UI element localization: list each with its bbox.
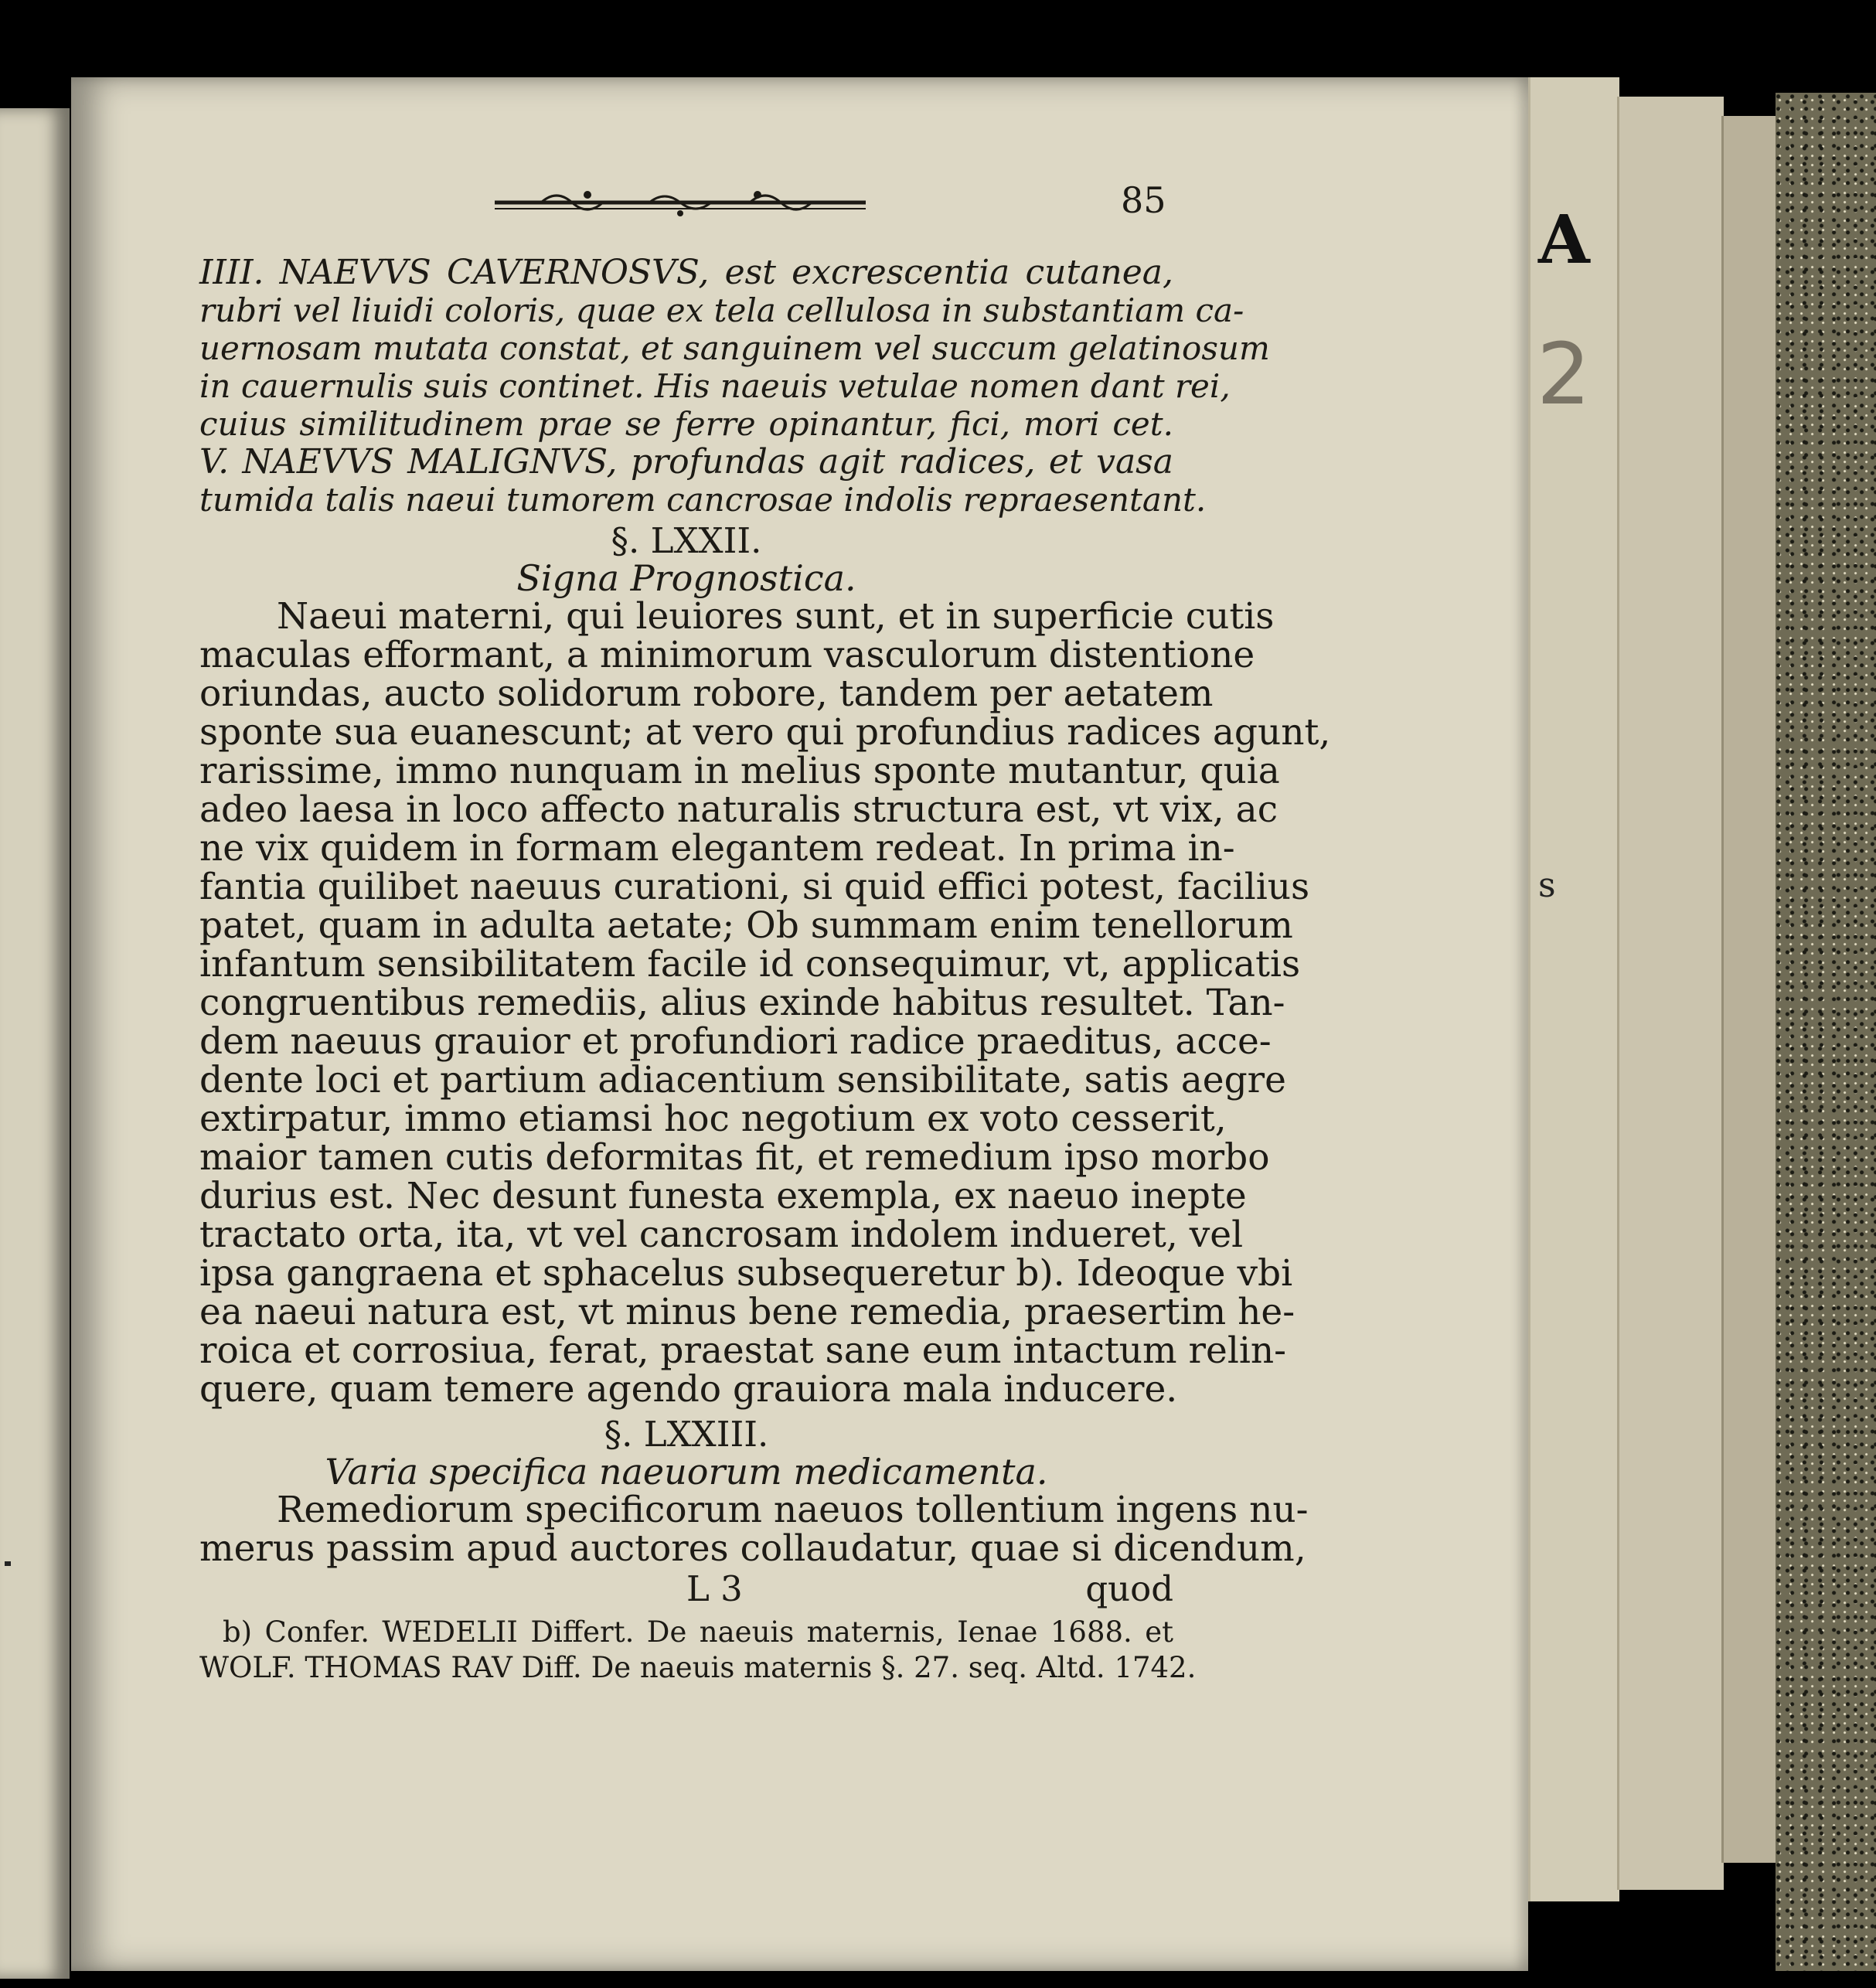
text-line: cuius similitudinem prae se ferre opinantur, fici, mori cet. [199,405,1173,443]
paragraph-line: rarissime, immo nunquam in melius sponte mutantur, quia [199,750,1280,792]
text-line: uernosam mutata constat, et sanguinem vel succum gelatinosum [199,329,1270,367]
section-number: §. LXXIII. [604,1414,769,1455]
footnote-line: WOLF. THOMAS RAV Diff. De naeuis maternis §. 27. seq. Altd. 1742. [199,1651,1197,1684]
pencil-mark: 2 [1537,325,1591,424]
paragraph-line: infantum sensibilitatem facile id consequimur, vt, applicatis [199,943,1301,985]
paragraph-line: dem naeuus grauior et profundiori radice praeditus, acce- [199,1020,1272,1063]
section-number: §. LXXII. [611,520,762,561]
adjacent-page-edge-letter: s [1538,866,1556,905]
paragraph-line: Remediorum specificorum naeuos tollentium ingens nu- [277,1489,1309,1531]
page-number: 85 [1121,179,1166,221]
paragraph-line: dente loci et partium adiacentium sensibilitate, satis aegre [199,1059,1286,1101]
paragraph-line: quere, quam temere agendo grauiora mala inducere. [199,1368,1178,1411]
paragraph-line: fantia quilibet naeuus curationi, si quid effici potest, facilius [199,866,1310,908]
paragraph-line: ipsa gangraena et sphacelus subsequeretur b). Ideoque vbi [199,1252,1293,1295]
footnote-line: b) Confer. WEDELII Differt. De naeuis maternis, Ienae 1688. et [223,1615,1173,1649]
signature-mark: L 3 [686,1568,743,1609]
page-block-edge-inner [1721,116,1778,1863]
paragraph-line: merus passim apud auctores collaudatur, quae si dicendum, [199,1527,1306,1570]
marbled-cover [1776,93,1876,1971]
paragraph-line: roica et corrosiua, ferat, praestat sane eum intactum relin- [199,1329,1287,1372]
paragraph-line: durius est. Nec desunt funesta exempla, ex naeuo inepte [199,1175,1247,1217]
paragraph-line: maculas efformant, a minimorum vasculorum distentione [199,634,1255,676]
page-block-edge [1617,97,1724,1890]
section-title: Varia specifica naeuorum medicamenta. [325,1451,1048,1493]
paragraph-line: tractato orta, ita, vt vel cancrosam indolem indueret, vel [199,1214,1244,1256]
paragraph-line: oriundas, aucto solidorum robore, tandem per aetatem [199,672,1214,715]
adjacent-page-letter: A [1538,201,1590,279]
text-line: tumida talis naeui tumorem cancrosae indolis repraesentant. [199,481,1207,519]
text-line: in cauernulis suis continet. His naeuis vetulae nomen dant rei, [199,367,1231,405]
head-ornament-icon [495,187,866,220]
section-title: Signa Prognostica. [516,557,856,599]
paragraph-line: maior tamen cutis deformitas fit, et remedium ipso morbo [199,1136,1270,1179]
paragraph-line: congruentibus remediis, alius exinde habitus resultet. Tan- [199,982,1285,1024]
text-line: V. NAEVVS MALIGNVS, profundas agit radices, et vasa [199,442,1173,482]
left-facing-page-edge [0,108,70,1979]
paragraph-line: extirpatur, immo etiamsi hoc negotium ex voto cesserit, [199,1098,1227,1140]
ink-mark [5,1561,11,1566]
paragraph-line: ea naeui natura est, vt minus bene remedia, praesertim he- [199,1291,1295,1333]
paragraph-line: sponte sua euanescunt; at vero qui profundius radices agunt, [199,711,1331,754]
catchword: quod [1085,1568,1173,1609]
text-line: IIII. NAEVVS CAVERNOSVS, est excrescentia cutanea, [199,253,1173,292]
paragraph-line: ne vix quidem in formam elegantem redeat. In prima in- [199,827,1235,870]
text-line: rubri vel liuidi coloris, quae ex tela cellulosa in substantiam ca- [199,291,1244,329]
page-text [199,253,1331,1686]
paragraph-line: patet, quam in adulta aetate; Ob summam enim tenellorum [199,904,1293,947]
paragraph-line: Naeui materni, qui leuiores sunt, et in superficie cutis [277,595,1275,638]
page-foot [199,1568,1173,1608]
paragraph-line: adeo laesa in loco affecto naturalis structura est, vt vix, ac [199,788,1278,831]
